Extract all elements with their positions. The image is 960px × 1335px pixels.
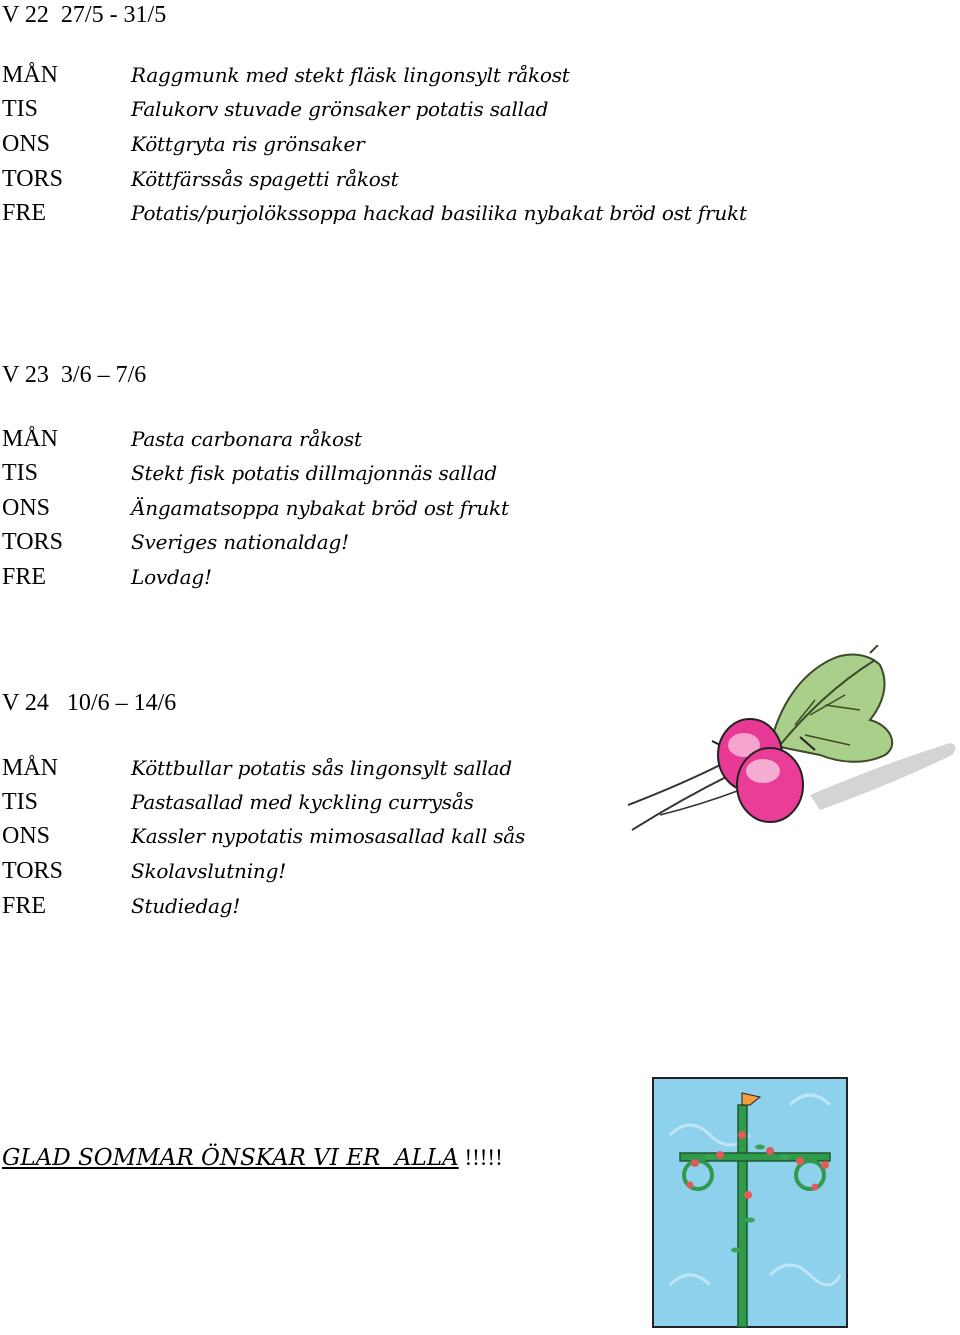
week-title: V 24 10/6 – 14/6 (2, 690, 177, 716)
meal-text: Stekt fisk potatis dillmajonnäs sallad (131, 461, 498, 485)
meal-text: Sveriges nationaldag! (131, 530, 349, 554)
day-label: MÅN (2, 62, 59, 88)
closing-greeting (2, 1145, 503, 1171)
menu-row (0, 426, 820, 460)
meal-text: Potatis/purjolökssoppa hackad basilika nybakat bröd ost frukt (131, 201, 747, 225)
meal-text: Lovdag! (131, 565, 212, 589)
menu-row (0, 166, 820, 200)
day-label: FRE (2, 564, 47, 590)
meal-text: Skolavslutning! (131, 859, 287, 883)
meal-text: Köttgryta ris grönsaker (131, 132, 365, 156)
day-label: MÅN (2, 755, 59, 781)
menu-row (0, 200, 820, 234)
day-label: TORS (2, 166, 63, 192)
week-title: V 22 27/5 - 31/5 (2, 2, 167, 28)
meal-text: Köttbullar potatis sås lingonsylt sallad (131, 756, 512, 780)
day-label: ONS (2, 823, 51, 849)
radish-illustration (620, 645, 960, 845)
closing-exclamations: !!!!! (458, 1145, 503, 1170)
meal-text: Studiedag! (131, 894, 241, 918)
menu-row (0, 495, 820, 529)
week-title: V 23 3/6 – 7/6 (2, 362, 147, 388)
day-label: FRE (2, 893, 47, 919)
day-label: TIS (2, 96, 38, 122)
day-label: TIS (2, 460, 38, 486)
day-label: MÅN (2, 426, 59, 452)
day-label: FRE (2, 200, 47, 226)
menu-row (0, 62, 820, 96)
closing-greeting-text: GLAD SOMMAR ÖNSKAR VI ER ALLA (2, 1145, 459, 1171)
day-label: TORS (2, 529, 63, 555)
meal-text: Raggmunk med stekt fläsk lingonsylt råkost (131, 63, 570, 87)
menu-row (0, 858, 820, 892)
menu-row (0, 529, 820, 563)
meal-text: Falukorv stuvade grönsaker potatis sallad (131, 97, 549, 121)
meal-text: Pastasallad med kyckling currysås (131, 790, 474, 814)
meal-text: Pasta carbonara råkost (131, 427, 362, 451)
maypole-illustration (650, 1075, 850, 1330)
day-label: TIS (2, 789, 38, 815)
meal-text: Ängamatsoppa nybakat bröd ost frukt (131, 496, 509, 520)
day-label: ONS (2, 495, 51, 521)
day-label: TORS (2, 858, 63, 884)
menu-row (0, 893, 820, 927)
day-label: ONS (2, 131, 51, 157)
menu-row (0, 96, 820, 130)
meal-text: Kassler nypotatis mimosasallad kall sås (131, 824, 526, 848)
menu-row (0, 460, 820, 494)
menu-row (0, 131, 820, 165)
menu-row (0, 564, 820, 598)
meal-text: Köttfärssås spagetti råkost (131, 167, 399, 191)
